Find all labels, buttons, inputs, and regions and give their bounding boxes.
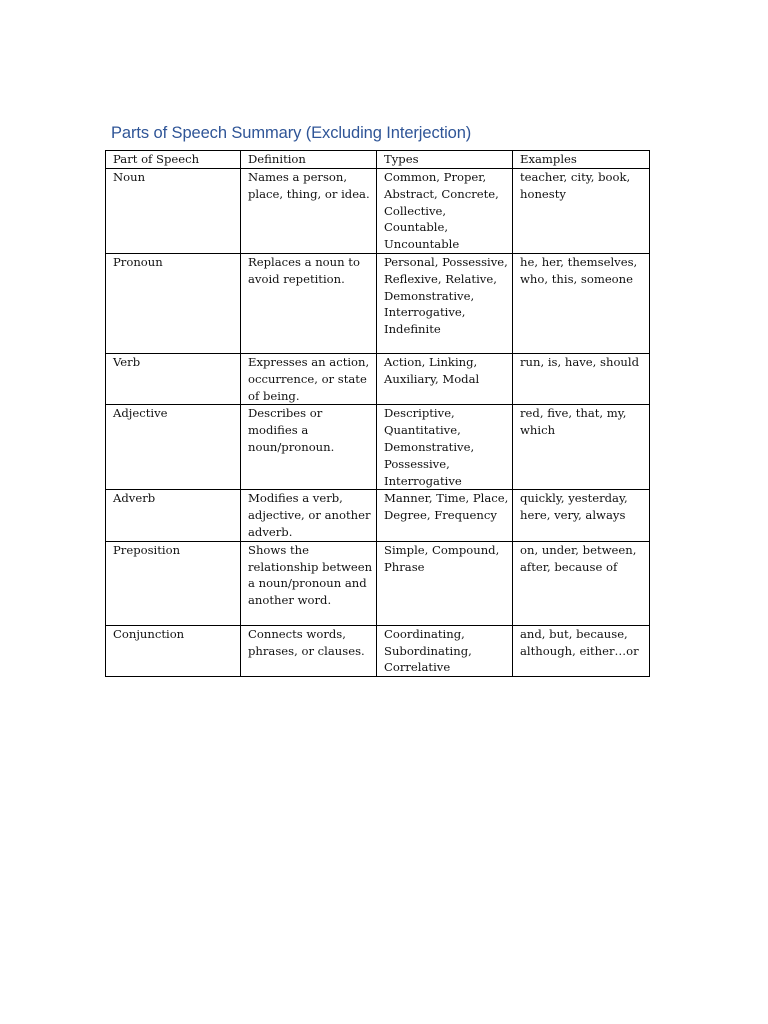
cell-examples: red, five, that, my, which [513, 405, 650, 490]
cell-types: Action, Linking, Auxiliary, Modal [377, 353, 513, 404]
cell-part-of-speech: Conjunction [106, 625, 241, 676]
document-title: Parts of Speech Summary (Excluding Interjection) [111, 124, 472, 142]
cell-part-of-speech: Pronoun [106, 253, 241, 353]
cell-definition: Describes or modifies a noun/pronoun. [241, 405, 377, 490]
cell-part-of-speech: Adjective [106, 405, 241, 490]
cell-definition: Expresses an action, occurrence, or state of being. [241, 353, 377, 404]
cell-types: Simple, Compound, Phrase [377, 541, 513, 625]
cell-definition: Names a person, place, thing, or idea. [241, 169, 377, 254]
table-row [106, 169, 650, 254]
table-header-row [106, 151, 650, 169]
cell-definition: Connects words, phrases, or clauses. [241, 625, 377, 676]
cell-examples: quickly, yesterday, here, very, always [513, 490, 650, 541]
cell-types: Descriptive, Quantitative, Demonstrative, Possessive, Interrogative [377, 405, 513, 490]
cell-types: Coordinating, Subordinating, Correlative [377, 625, 513, 676]
header-examples: Examples [513, 151, 650, 169]
table-row [106, 253, 650, 353]
cell-types: Manner, Time, Place, Degree, Frequency [377, 490, 513, 541]
cell-part-of-speech: Verb [106, 353, 241, 404]
header-types: Types [377, 151, 513, 169]
table-row [106, 625, 650, 676]
cell-examples: he, her, themselves, who, this, someone [513, 253, 650, 353]
cell-examples: and, but, because, although, either…or [513, 625, 650, 676]
header-part-of-speech: Part of Speech [106, 151, 241, 169]
table-row [106, 405, 650, 490]
header-definition: Definition [241, 151, 377, 169]
cell-types: Personal, Possessive, Reflexive, Relative, Demonstrative, Interrogative, Indefinite [377, 253, 513, 353]
cell-examples: on, under, between, after, because of [513, 541, 650, 625]
parts-of-speech-table [105, 150, 650, 677]
cell-part-of-speech: Adverb [106, 490, 241, 541]
cell-examples: run, is, have, should [513, 353, 650, 404]
cell-part-of-speech: Noun [106, 169, 241, 254]
cell-types: Common, Proper, Abstract, Concrete, Collective, Countable, Uncountable [377, 169, 513, 254]
cell-definition: Shows the relationship between a noun/pronoun and another word. [241, 541, 377, 625]
cell-part-of-speech: Preposition [106, 541, 241, 625]
cell-definition: Modifies a verb, adjective, or another adverb. [241, 490, 377, 541]
table-row [106, 541, 650, 625]
cell-examples: teacher, city, book, honesty [513, 169, 650, 254]
table-row [106, 353, 650, 404]
table-row [106, 490, 650, 541]
cell-definition: Replaces a noun to avoid repetition. [241, 253, 377, 353]
